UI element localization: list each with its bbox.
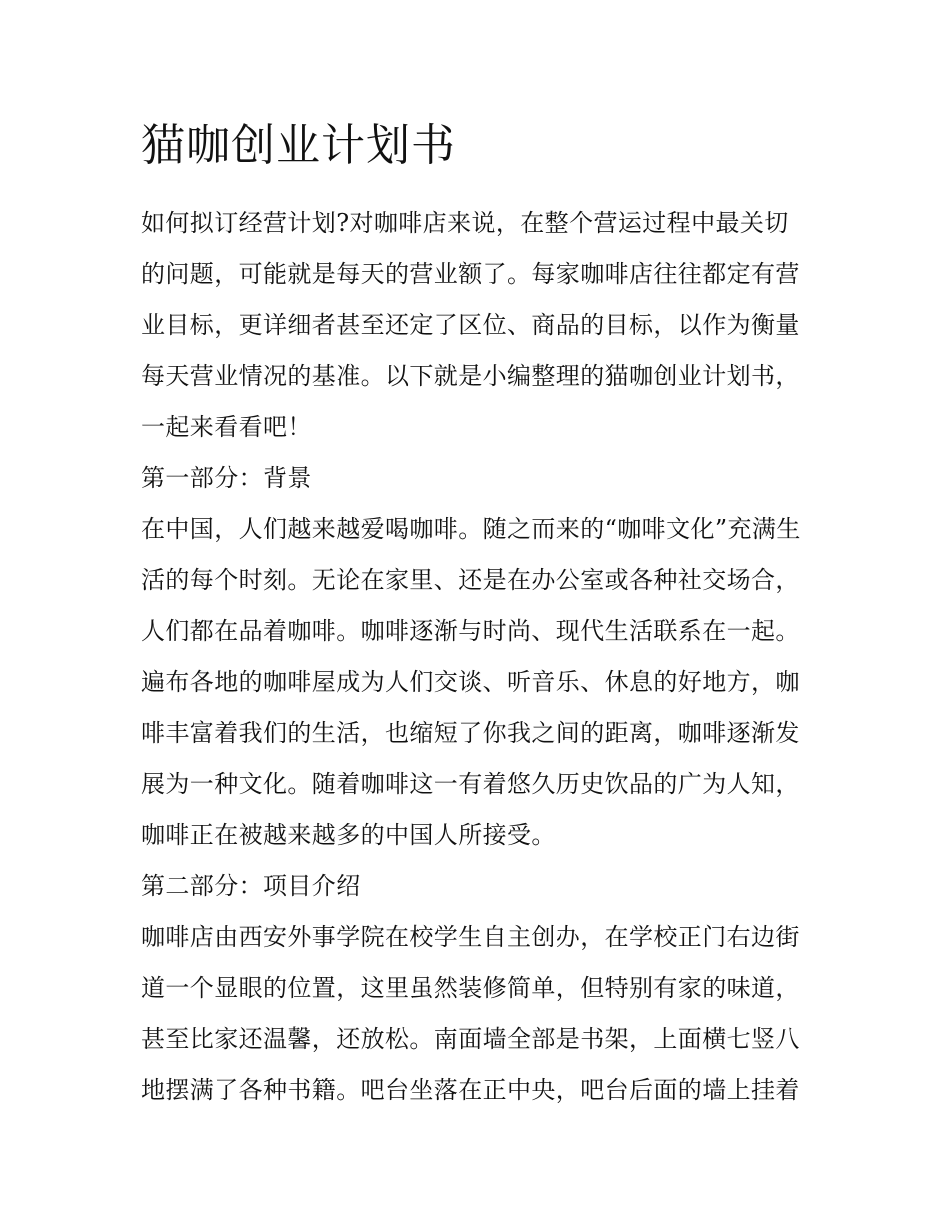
document-title: 猫咖创业计划书 <box>141 120 456 171</box>
intro-line: 业目标，更详细者甚至还定了区位、商品的目标，以作为衡量 <box>141 311 800 339</box>
background-line: 展为一种文化。随着咖啡这一有着悠久历史饮品的广为人知， <box>141 770 800 798</box>
intro-line: 每天营业情况的基准。以下就是小编整理的猫咖创业计划书， <box>141 362 800 390</box>
background-line: 活的每个时刻。无论在家里、还是在办公室或各种社交场合， <box>141 566 800 594</box>
background-line: 在中国，人们越来越爱喝咖啡。随之而来的“咖啡文化”充满生 <box>141 515 801 543</box>
section-heading-project: 第二部分：项目介绍 <box>141 872 361 900</box>
project-line: 地摆满了各种书籍。吧台坐落在正中央，吧台后面的墙上挂着 <box>141 1076 800 1104</box>
project-line: 咖啡店由西安外事学院在校学生自主创办，在学校正门右边街 <box>141 923 800 951</box>
document-body <box>141 198 821 1116</box>
background-line: 啡丰富着我们的生活，也缩短了你我之间的距离，咖啡逐渐发 <box>141 719 800 747</box>
project-line: 道一个显眼的位置，这里虽然装修简单，但特别有家的味道， <box>141 974 800 1002</box>
intro-line: 的问题，可能就是每天的营业额了。每家咖啡店往往都定有营 <box>141 260 800 288</box>
project-line: 甚至比家还温馨，还放松。南面墙全部是书架，上面横七竖八 <box>141 1025 800 1053</box>
background-line: 遍布各地的咖啡屋成为人们交谈、听音乐、休息的好地方，咖 <box>141 668 800 696</box>
background-line: 咖啡正在被越来越多的中国人所接受。 <box>141 821 556 849</box>
background-line: 人们都在品着咖啡。咖啡逐渐与时尚、现代生活联系在一起。 <box>141 617 800 645</box>
intro-line: 如何拟订经营计划?对咖啡店来说，在整个营运过程中最关切 <box>141 209 789 237</box>
section-heading-background: 第一部分：背景 <box>141 464 312 492</box>
intro-line: 一起来看看吧！ <box>141 413 312 441</box>
